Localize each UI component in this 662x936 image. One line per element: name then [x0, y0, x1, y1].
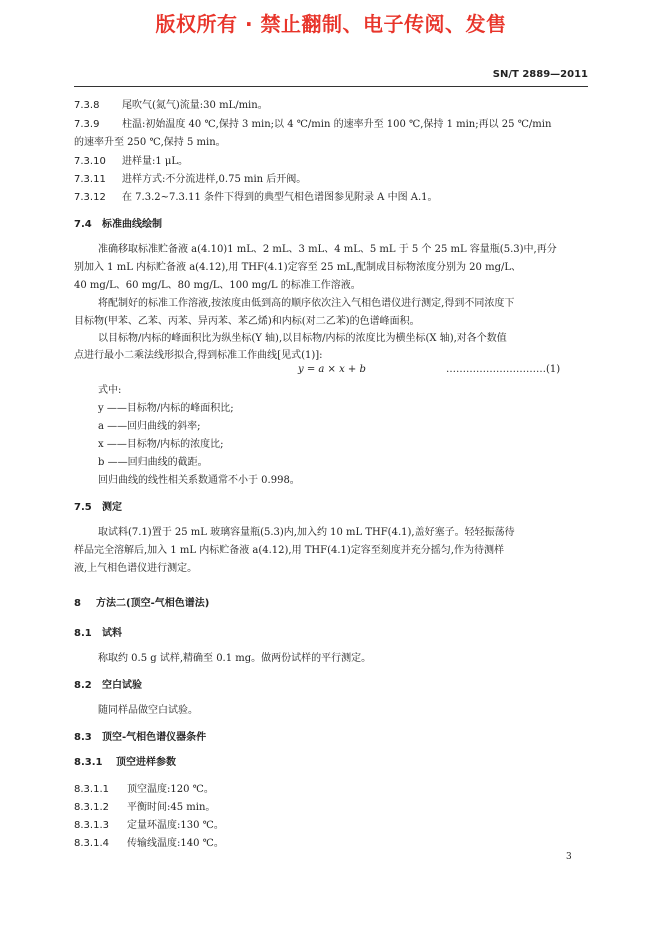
paragraph-line: 点进行最小二乘法线形拟合,得到标准工作曲线[见式(1)]:	[74, 350, 323, 361]
section-number: 8.1	[74, 628, 92, 639]
section-title: 顶空-气相色谱仪器条件	[102, 732, 207, 743]
clause-number: 7.3.12	[74, 192, 106, 203]
section-number: 8.2	[74, 680, 92, 691]
section-heading-8-3-1	[74, 756, 176, 770]
correlation-note: 回归曲线的线性相关系数通常不小于 0.998。	[98, 475, 300, 486]
clause-number: 7.3.8	[74, 100, 100, 111]
clause-number: 8.3.1.1	[74, 784, 109, 795]
page-number: 3	[566, 852, 572, 862]
section-heading-8-3	[74, 731, 206, 745]
formula-number: …………………………(1)	[446, 364, 561, 375]
formula-1: y = a × x + b	[298, 364, 366, 375]
clause-text: 传输线温度:140 ℃。	[127, 838, 224, 849]
section-heading-7-5	[74, 501, 122, 515]
clause-7-3-11	[74, 173, 306, 187]
clause-text: 进样量:1 μL。	[122, 156, 189, 167]
section-heading-8	[74, 597, 209, 611]
section-number: 8.3.1	[74, 757, 103, 768]
paragraph-line: 准确移取标准贮备液 a(4.10)1 mL、2 mL、3 mL、4 mL、5 mL 于 5 个 25 mL 容量瓶(5.3)中,再分	[98, 244, 557, 255]
header-rule	[74, 86, 588, 87]
section-heading-8-1	[74, 627, 122, 641]
clause-8-3-1-2	[74, 801, 215, 815]
section-title: 方法二(顶空-气相色谱法)	[96, 598, 210, 609]
clause-8-3-1-1	[74, 783, 214, 797]
variable-definition: x ——目标物/内标的浓度比;	[98, 439, 224, 450]
section-title: 空白试验	[102, 680, 142, 691]
section-number: 8.3	[74, 732, 92, 743]
variable-definition: a ——回归曲线的斜率;	[98, 421, 201, 432]
clause-7-3-9-continued	[74, 136, 226, 150]
clause-8-3-1-4	[74, 837, 224, 851]
clause-8-3-1-3	[74, 819, 224, 833]
paragraph-line: 液,上气相色谱仪进行测定。	[74, 563, 198, 574]
clause-text: 尾吹气(氮气)流量:30 mL/min。	[122, 100, 268, 111]
paragraph-line: 样品完全溶解后,加入 1 mL 内标贮备液 a(4.12),用 THF(4.1)定容至刻度并充分摇匀,作为待测样	[74, 545, 504, 556]
clause-7-3-10	[74, 155, 188, 169]
copyright-banner: 版权所有 · 禁止翻制、电子传阅、发售	[155, 12, 507, 36]
clause-7-3-12	[74, 191, 438, 205]
paragraph-line: 随同样品做空白试验。	[98, 705, 198, 716]
variable-definition: y ——目标物/内标的峰面积比;	[98, 403, 234, 414]
paragraph-line: 称取约 0.5 g 试样,精确至 0.1 mg。做两份试样的平行测定。	[98, 653, 372, 664]
clause-number: 8.3.1.3	[74, 820, 109, 831]
paragraph-line: 目标物(甲苯、乙苯、丙苯、异丙苯、苯乙烯)和内标(对二乙苯)的色谱峰面积。	[74, 316, 420, 327]
clause-text: 在 7.3.2~7.3.11 条件下得到的典型气相色谱图参见附录 A 中图 A.1。	[122, 192, 438, 203]
clause-text: 平衡时间:45 min。	[127, 802, 216, 813]
paragraph-line: 取试料(7.1)置于 25 mL 玻璃容量瓶(5.3)内,加入约 10 mL THF(4.1),盖好塞子。轻轻振荡待	[98, 527, 515, 538]
clause-number: 7.3.9	[74, 119, 100, 130]
clause-text: 柱温:初始温度 40 ℃,保持 3 min;以 4 ℃/min 的速率升至 100 ℃,保持 1 min;再以 25 ℃/min	[122, 119, 552, 130]
section-title: 试料	[102, 628, 122, 639]
clause-text: 顶空温度:120 ℃。	[127, 784, 214, 795]
section-title: 顶空进样参数	[116, 757, 176, 768]
section-number: 7.5	[74, 502, 92, 513]
paragraph-line: 40 mg/L、60 mg/L、80 mg/L、100 mg/L 的标准工作溶液。	[74, 280, 361, 291]
where-label: 式中:	[98, 385, 122, 396]
paragraph-line: 别加入 1 mL 内标贮备液 a(4.12),用 THF(4.1)定容至 25 mL,配制成目标物浓度分别为 20 mg/L、	[74, 262, 521, 273]
clause-text: 定量环温度:130 ℃。	[127, 820, 224, 831]
clause-number: 7.3.10	[74, 156, 106, 167]
section-number: 8	[74, 598, 81, 609]
section-heading-8-2	[74, 679, 142, 693]
clause-text: 进样方式:不分流进样,0.75 min 后开阀。	[122, 174, 307, 185]
clause-text: 的速率升至 250 ℃,保持 5 min。	[74, 137, 226, 148]
clause-number: 7.3.11	[74, 174, 106, 185]
section-number: 7.4	[74, 219, 92, 230]
section-title: 标准曲线绘制	[102, 219, 162, 230]
clause-number: 8.3.1.4	[74, 838, 109, 849]
paragraph-line: 将配制好的标准工作溶液,按浓度由低到高的顺序依次注入气相色谱仪进行测定,得到不同浓度下	[98, 298, 515, 309]
section-title: 测定	[102, 502, 122, 513]
clause-7-3-8	[74, 99, 268, 113]
paragraph-line: 以目标物/内标的峰面积比为纵坐标(Y 轴),以目标物/内标的浓度比为横坐标(X 轴),对各个数值	[98, 333, 507, 344]
section-heading-7-4	[74, 218, 162, 232]
standard-code: SN/T 2889—2011	[492, 69, 588, 80]
clause-7-3-9	[74, 118, 551, 132]
clause-number: 8.3.1.2	[74, 802, 109, 813]
variable-definition: b ——回归曲线的截距。	[98, 457, 208, 468]
